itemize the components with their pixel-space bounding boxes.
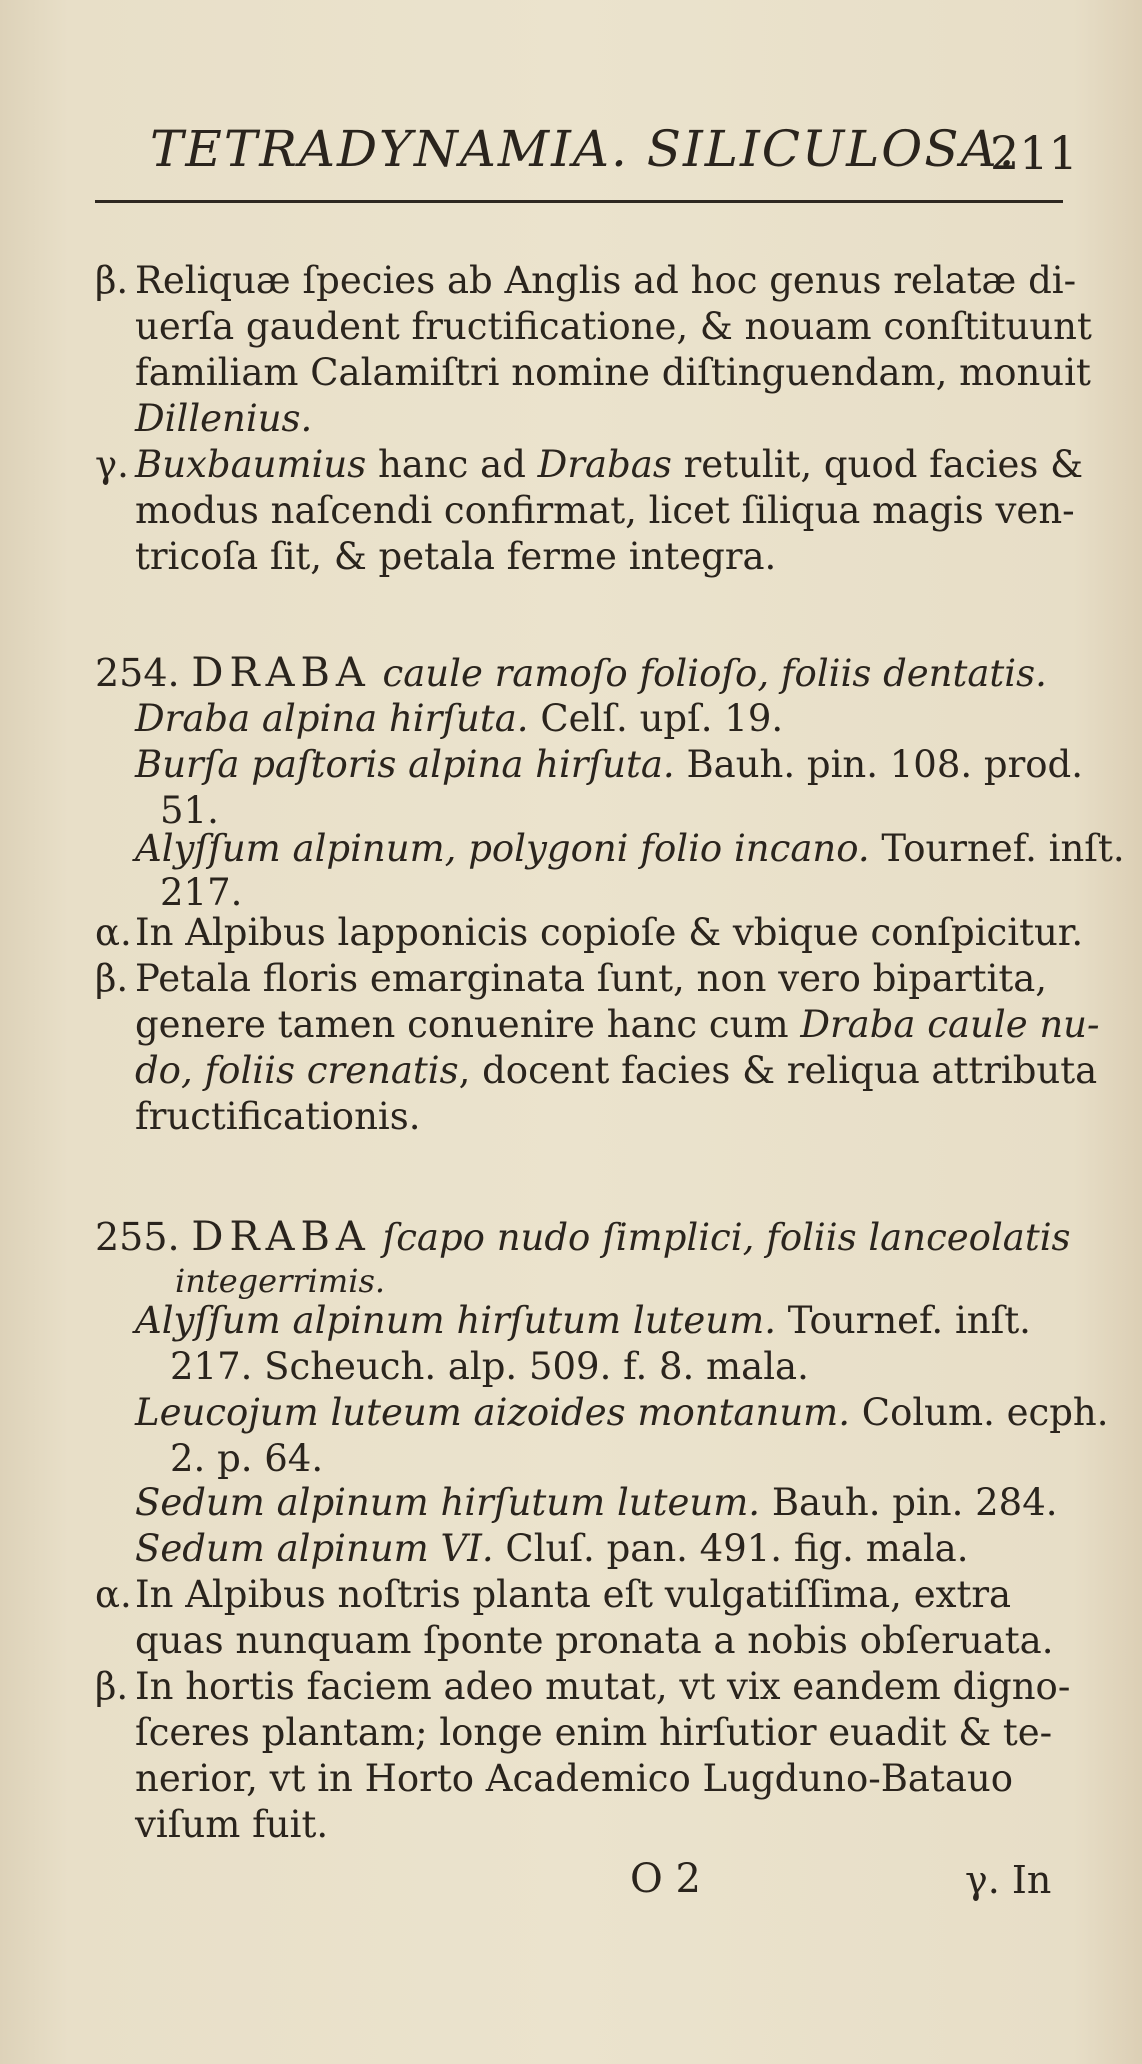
entry-254-beta-line-4: fructificationis. (135, 1095, 421, 1138)
signature-mark: O 2 (630, 1856, 701, 1902)
header-rule (95, 200, 1063, 207)
entry-255-synonym-1 (135, 1298, 1031, 1344)
entry-254-synonym-3-cont: 217. (160, 871, 243, 914)
entry-255-alpha-line-1: In Alpibus noſtris planta eſt vulgatiſſima, extra (135, 1573, 1012, 1616)
synonym-reference: Cluſ. pan. 491. fig. mala. (505, 1527, 969, 1570)
diagnosis: ſcapo nudo ſimplici, foliis lanceolatis (382, 1216, 1071, 1259)
synonym-reference: Tournef. inſt. (787, 1299, 1031, 1342)
species-name: Draba caule nu- (800, 1003, 1100, 1046)
entry-255-synonym-1-cont: 217. Scheuch. alp. 509. f. 8. mala. (170, 1345, 809, 1388)
entry-number: 255. (95, 1215, 180, 1259)
entry-255-heading (95, 1214, 1071, 1261)
entry-254-synonym-1 (135, 696, 783, 742)
entry-255-beta-marker: β. (95, 1665, 129, 1708)
genus-heading: DRABA (191, 650, 371, 696)
synonym-name: Leucojum luteum aizoides montanum. (135, 1391, 850, 1434)
entry-254-alpha-text: In Alpibus lapponicis copioſe & vbique conſpicitur. (135, 911, 1084, 954)
genus-heading: DRABA (191, 1214, 371, 1260)
entry-255-synonym-4 (135, 1526, 969, 1572)
synonym-name: Draba alpina hirſuta. (135, 697, 529, 740)
running-head-title: TETRADYNAMIA. SILICULOSA. (150, 120, 1017, 178)
note-gamma-line-2: modus naſcendi confirmat, licet ſiliqua magis ven- (135, 489, 1075, 532)
entry-255-alpha-line-2: quas nunquam ſponte pronata a nobis obſeruata. (135, 1619, 1054, 1662)
entry-255-beta-line-4: viſum fuit. (135, 1803, 329, 1846)
author-name: Buxbaumius (135, 443, 367, 486)
text-span: hanc ad (366, 443, 538, 486)
entry-254-synonym-2 (135, 742, 1083, 788)
text-span: , docent facies & reliqua attributa (458, 1049, 1098, 1092)
entry-254-heading (95, 650, 1047, 697)
synonym-name: Burſa paſtoris alpina hirſuta. (135, 743, 675, 786)
entry-254-synonym-2-cont: 51. (160, 789, 219, 832)
page-number: 211 (990, 126, 1078, 180)
note-beta-marker: β. (95, 259, 129, 302)
genus-name: Drabas (537, 443, 672, 486)
note-gamma-line-3: tricoſa ſit, & petala ferme integra. (135, 535, 777, 578)
entry-255-synonym-3 (135, 1480, 1058, 1526)
species-name: do, foliis crenatis (135, 1049, 459, 1092)
entry-254-synonym-3 (135, 826, 1125, 872)
note-gamma-line-1 (135, 442, 1083, 488)
note-beta-line-4: Dillenius. (135, 397, 313, 440)
note-beta-line-2: uerſa gaudent fructificatione, & nouam conſtituunt (135, 305, 1092, 348)
entry-255-alpha-marker: α. (95, 1573, 132, 1616)
entry-255-beta-line-1: In hortis faciem adeo mutat, vt vix eandem digno- (135, 1665, 1071, 1708)
entry-255-synonym-2-cont: 2. p. 64. (170, 1437, 324, 1480)
entry-254-beta-line-1: Petala floris emarginata ſunt, non vero bipartita, (135, 957, 1048, 1000)
synonym-name: Sedum alpinum hirſutum luteum. (135, 1481, 761, 1524)
entry-254-beta-marker: β. (95, 957, 129, 1000)
synonym-name: Sedum alpinum VI. (135, 1527, 494, 1570)
catchword: γ. In (965, 1858, 1052, 1902)
text-span: genere tamen conuenire hanc cum (135, 1003, 801, 1046)
entry-254-beta-line-3 (135, 1048, 1097, 1094)
synonym-reference: Celſ. upſ. 19. (540, 697, 784, 740)
note-gamma-marker: γ. (95, 443, 129, 486)
entry-255-beta-line-3: nerior, vt in Horto Academico Lugduno-Batauo (135, 1757, 1014, 1800)
synonym-reference: Bauh. pin. 284. (771, 1481, 1058, 1524)
entry-number: 254. (95, 651, 180, 695)
synonym-name: Alyſſum alpinum hirſutum luteum. (135, 1299, 776, 1342)
note-beta-line-3: familiam Calamiſtri nomine diſtinguendam, monuit (135, 351, 1091, 394)
note-beta-line-1: Reliquæ ſpecies ab Anglis ad hoc genus relatæ di- (135, 259, 1077, 302)
entry-255-beta-line-2: ſceres plantam; longe enim hirſutior euadit & te- (135, 1711, 1053, 1754)
synonym-reference: Tournef. inſt. (881, 827, 1125, 870)
synonym-reference: Bauh. pin. 108. prod. (686, 743, 1084, 786)
entry-254-alpha-marker: α. (95, 911, 132, 954)
text-span: retulit, quod facies & (671, 443, 1084, 486)
synonym-name: Alyſſum alpinum, polygoni folio incano. (135, 827, 870, 870)
synonym-reference: Colum. ecph. (861, 1391, 1109, 1434)
diagnosis: caule ramoſo folioſo, foliis dentatis. (382, 652, 1047, 695)
entry-255-diagnosis-cont: integerrimis. (175, 1262, 386, 1300)
entry-255-synonym-2 (135, 1390, 1109, 1436)
entry-254-beta-line-2 (135, 1002, 1100, 1048)
